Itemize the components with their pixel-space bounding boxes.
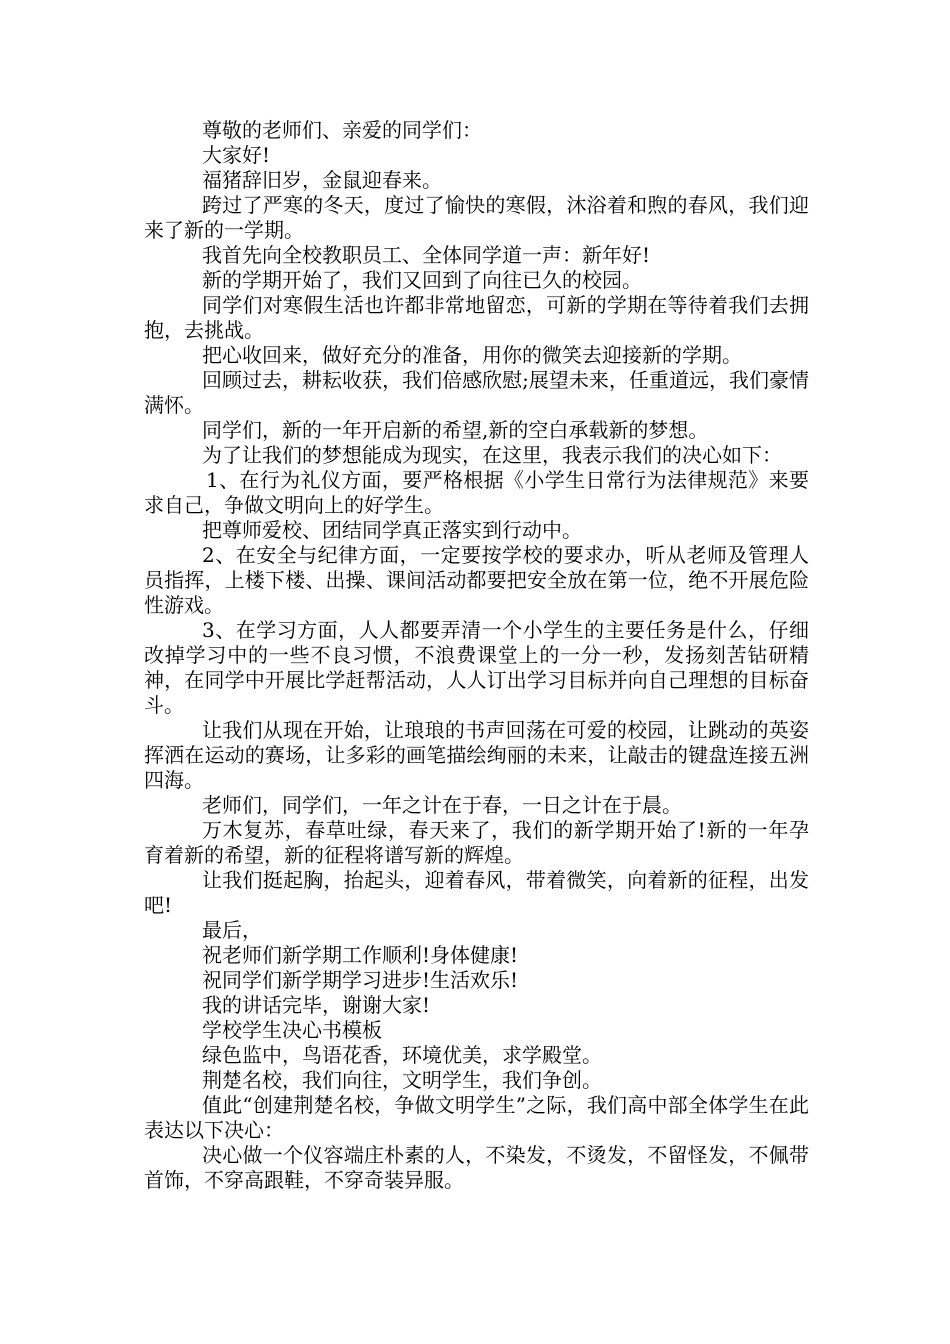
paragraph: 祝同学们新学期学习进步!生活欢乐! — [202, 968, 519, 992]
paragraph: 决心做一个仪容端庄朴素的人，不染发，不烫发，不留怪发，不佩带首饰，不穿高跟鞋，不穿奇装异服。 — [144, 1143, 809, 1192]
paragraph: 回顾过去，耕耘收获，我们倍感欣慰;展望未来，任重道远，我们豪情满怀。 — [144, 368, 809, 417]
paragraph: 把尊师爱校、团结同学真正落实到行动中。 — [202, 518, 582, 542]
resolution-item-3: 3、在学习方面，人人都要弄清一个小学生的主要任务是什么，仔细改掉学习中的一些不良习惯，不浪费课堂上的一分一秒，发扬刻苦钻研精神，在同学中开展比学赶帮活动，人人订出学习目标并向自己理想的目标奋斗。 — [144, 618, 809, 717]
paragraph: 福猪辞旧岁，金鼠迎春来。 — [202, 168, 442, 192]
section-title: 学校学生决心书模板 — [202, 1018, 382, 1042]
paragraph: 让我们从现在开始，让琅琅的书声回荡在可爱的校园，让跳动的英姿挥洒在运动的赛场，让多彩的画笔描绘绚丽的未来，让敲击的键盘连接五洲四海。 — [144, 718, 809, 792]
paragraph: 同学们对寒假生活也许都非常地留恋，可新的学期在等待着我们去拥抱，去挑战。 — [144, 293, 809, 342]
paragraph: 值此“创建荆楚名校，争做文明学生”之际，我们高中部全体学生在此表达以下决心： — [144, 1093, 809, 1142]
paragraph: 祝老师们新学期工作顺利!身体健康! — [202, 943, 519, 967]
greeting: 大家好! — [202, 143, 271, 167]
paragraph: 把心收回来，做好充分的准备，用你的微笑去迎接新的学期。 — [202, 343, 742, 367]
paragraph: 荆楚名校，我们向往，文明学生，我们争创。 — [202, 1068, 602, 1092]
paragraph: 老师们，同学们，一年之计在于春，一日之计在于晨。 — [202, 793, 682, 817]
paragraph: 让我们挺起胸，抬起头，迎着春风，带着微笑，向着新的征程，出发吧! — [144, 868, 809, 917]
paragraph: 绿色监中，鸟语花香，环境优美，求学殿堂。 — [202, 1043, 602, 1067]
paragraph: 最后， — [202, 918, 262, 942]
paragraph: 同学们，新的一年开启新的希望,新的空白承载新的梦想。 — [202, 418, 709, 442]
paragraph: 为了让我们的梦想能成为现实，在这里，我表示我们的决心如下： — [202, 443, 782, 467]
resolution-item-2: 2、在安全与纪律方面，一定要按学校的要求办，听从老师及管理人员指挥，上楼下楼、出操、课间活动都要把安全放在第一位，绝不开展危险性游戏。 — [144, 543, 809, 617]
salutation: 尊敬的老师们、亲爱的同学们： — [202, 118, 482, 142]
paragraph: 我首先向全校教职员工、全体同学道一声：新年好! — [202, 243, 651, 267]
paragraph: 跨过了严寒的冬天，度过了愉快的寒假，沐浴着和煦的春风，我们迎来了新的一学期。 — [144, 193, 809, 242]
paragraph: 万木复苏，春草吐绿，春天来了，我们的新学期开始了!新的一年孕育着新的希望，新的征程将谱写新的辉煌。 — [144, 818, 809, 867]
resolution-item-1: 1、在行为礼仪方面，要严格根据《小学生日常行为法律规范》来要求自己，争做文明向上的好学生。 — [144, 468, 809, 517]
paragraph: 新的学期开始了，我们又回到了向往已久的校园。 — [202, 268, 642, 292]
closing: 我的讲话完毕，谢谢大家! — [202, 993, 431, 1017]
document-body — [144, 118, 809, 1193]
